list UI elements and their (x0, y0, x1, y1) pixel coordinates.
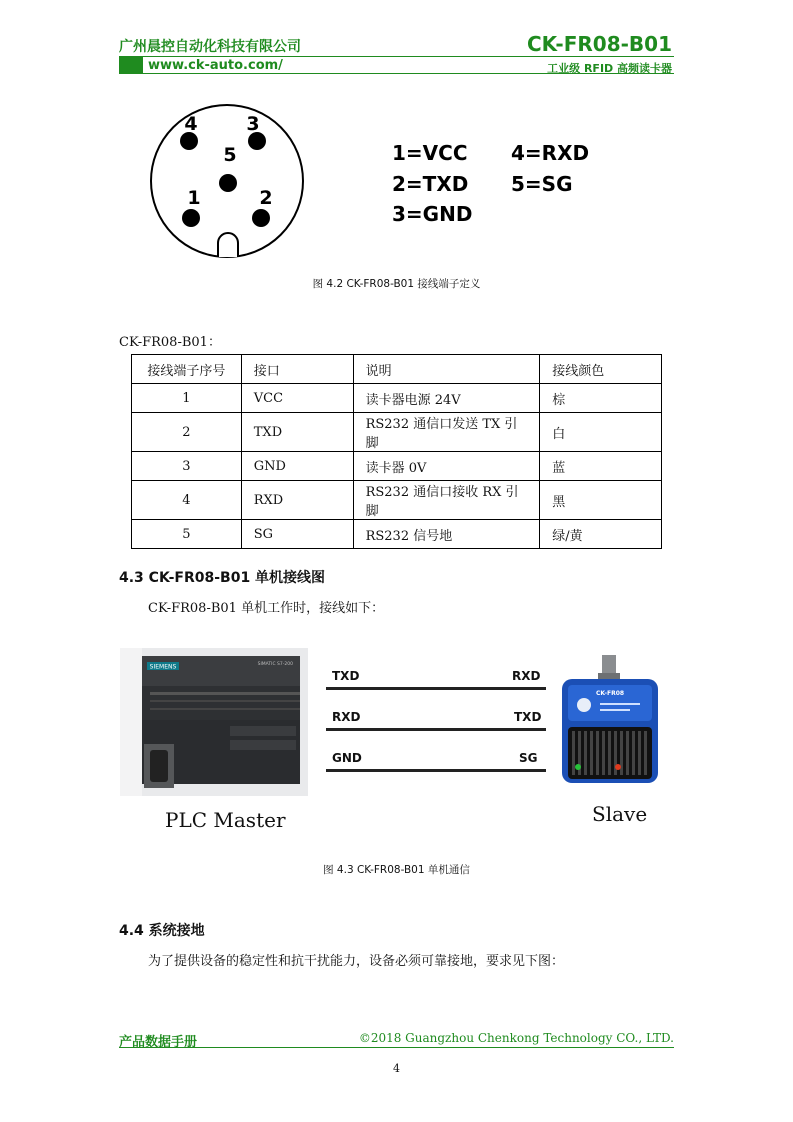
table-row (132, 413, 662, 452)
figure-4-3-caption: 图 4.3 CK-FR08-B01 单机通信 (323, 864, 470, 876)
header-description: 工业级 RFID 高频读卡器 (547, 62, 672, 75)
table-cell: 5 (132, 520, 242, 549)
wire-3-line (326, 769, 546, 772)
pin-2-label: 2 (259, 187, 273, 209)
connector-diagram (148, 103, 308, 263)
table-cell: 2 (132, 413, 242, 452)
wire-2-line (326, 728, 546, 731)
pin-2-hole (252, 209, 270, 227)
table-cell: 白 (540, 413, 662, 452)
reader-model-text: CK-FR08 (595, 690, 625, 697)
plc-model-text: SIMATIC S7-200 (257, 662, 293, 667)
wire-1-line (326, 687, 546, 690)
wire-3-right-label: SG (519, 751, 538, 765)
section-4-4-title: 4.4 系统接地 (119, 923, 205, 939)
wire-2-left-label: RXD (332, 710, 361, 724)
table-row (132, 384, 662, 413)
connector-key (218, 233, 238, 257)
pin-definition-table (131, 354, 662, 549)
table-cell: RS232 信号地 (353, 520, 540, 549)
header-green-block (119, 57, 143, 73)
section-4-3-text: CK-FR08-B01 单机工作时，接线如下： (148, 601, 385, 616)
table-cell: RS232 通信口发送 TX 引脚 (353, 413, 540, 452)
pin-def-1: 1=VCC (392, 141, 468, 165)
wire-1-left-label: TXD (332, 669, 360, 683)
pin-def-5: 5=SG (511, 172, 573, 196)
table-cell: SG (241, 520, 353, 549)
section-4-3-title: 4.3 CK-FR08-B01 单机接线图 (119, 570, 326, 586)
table-header: 接口 (241, 355, 353, 384)
pin-def-4: 4=RXD (511, 141, 590, 165)
table-cell: 读卡器电源 24V (353, 384, 540, 413)
pin-5-label: 5 (223, 144, 237, 166)
wire-3-left-label: GND (332, 751, 362, 765)
footer-left: 产品数据手册 (119, 1035, 198, 1050)
pin-3-label: 3 (246, 113, 260, 135)
pin-def-2: 2=TXD (392, 172, 469, 196)
wire-2-right-label: TXD (514, 710, 542, 724)
header-company: 广州晨控自动化科技有限公司 (119, 39, 301, 55)
reader-led-red (615, 764, 621, 770)
figure-4-2-caption: 图 4.2 CK-FR08-B01 接线端子定义 (312, 278, 481, 290)
pin-5-hole (219, 174, 237, 192)
table-header: 接线颜色 (540, 355, 662, 384)
table-row (132, 520, 662, 549)
slave-label: Slave (592, 802, 648, 826)
header-model: CK-FR08-B01 (526, 32, 672, 56)
table-cell: RS232 通信口接收 RX 引脚 (353, 481, 540, 520)
wire-1-right-label: RXD (512, 669, 541, 683)
table-cell: 棕 (540, 384, 662, 413)
table-header: 说明 (353, 355, 540, 384)
table-header: 接线端子序号 (132, 355, 242, 384)
plc-brand-text: SIEMENS (149, 663, 177, 671)
table-header-row (132, 355, 662, 384)
footer-copyright: ©2018 Guangzhou Chenkong Technology CO., LTD. (358, 1031, 674, 1045)
table-cell: 4 (132, 481, 242, 520)
pin-4-label: 4 (184, 113, 198, 135)
reader-led-green (575, 764, 581, 770)
table-cell: GND (241, 452, 353, 481)
table-row (132, 481, 662, 520)
table-cell: 绿/黄 (540, 520, 662, 549)
plc-image (120, 648, 308, 796)
table-cell: VCC (241, 384, 353, 413)
page-number: 4 (393, 1062, 400, 1075)
header-divider-bottom (119, 73, 674, 74)
table-cell: 蓝 (540, 452, 662, 481)
footer-divider (119, 1047, 674, 1048)
header-website[interactable]: www.ck-auto.com/ (148, 58, 283, 73)
pin-1-label: 1 (187, 187, 201, 209)
table-cell: 3 (132, 452, 242, 481)
table-cell: 黑 (540, 481, 662, 520)
table-cell: TXD (241, 413, 353, 452)
table-intro: CK-FR08-B01： (119, 335, 221, 350)
section-4-4-text: 为了提供设备的稳定性和抗干扰能力，设备必须可靠接地，要求见下图： (148, 954, 565, 969)
header-divider (119, 56, 674, 57)
table-row (132, 452, 662, 481)
table-cell: 1 (132, 384, 242, 413)
table-cell: 读卡器 0V (353, 452, 540, 481)
pin-1-hole (182, 209, 200, 227)
reader-image (554, 655, 664, 790)
pin-def-3: 3=GND (392, 202, 473, 226)
plc-master-label: PLC Master (165, 808, 286, 832)
table-cell: RXD (241, 481, 353, 520)
